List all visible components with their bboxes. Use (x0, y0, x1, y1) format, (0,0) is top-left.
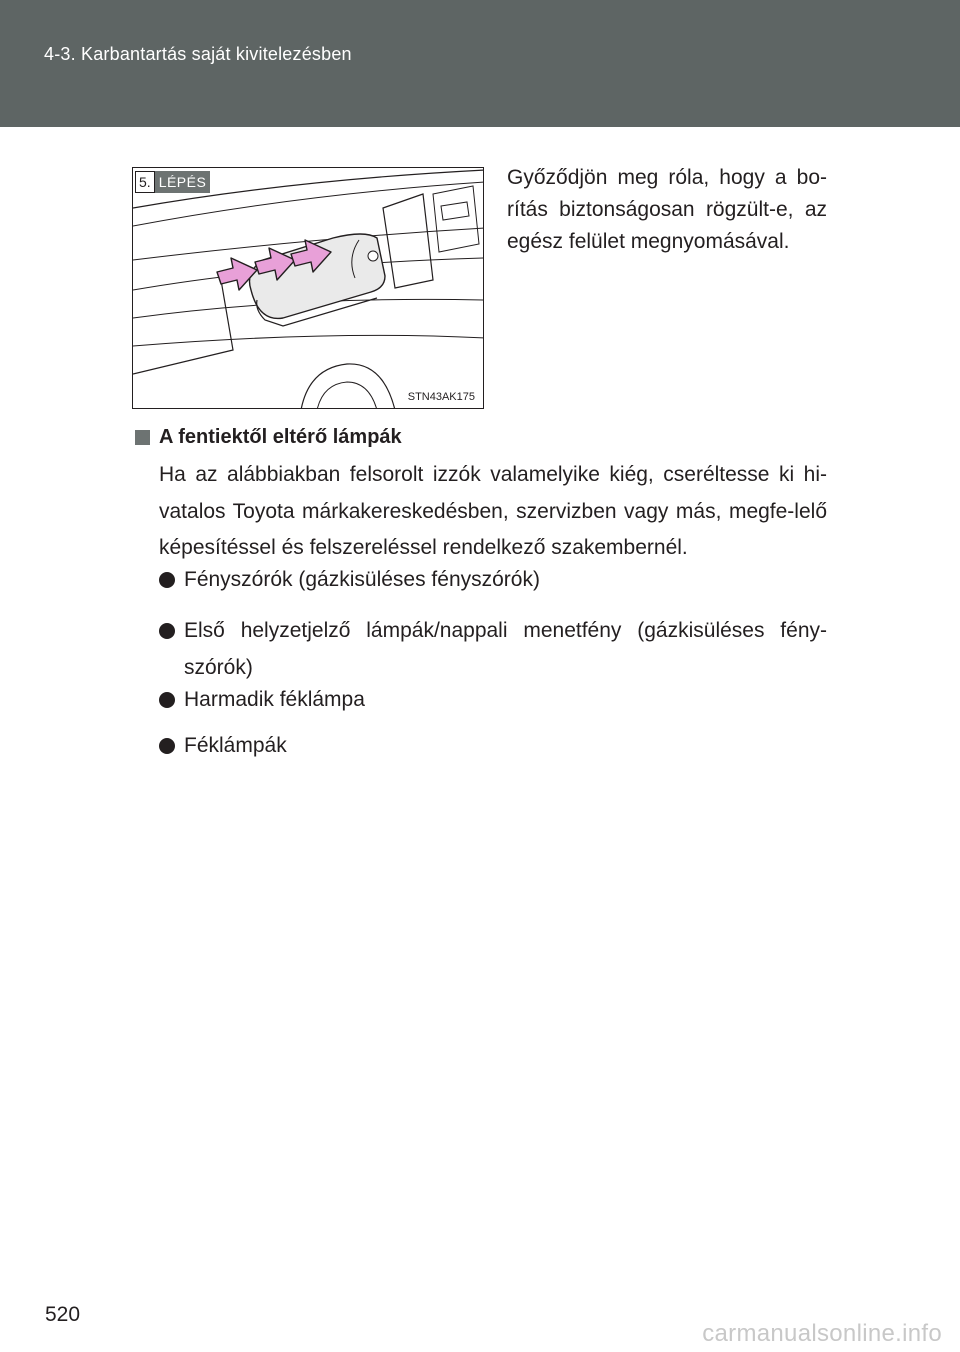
list-item: Fényszórók (gázkisüléses fényszórók) (159, 562, 827, 599)
step-instruction: Győződjön meg róla, hogy a bo-rítás biztonságosan rögzült-e, az egész felület megnyomásával. (507, 166, 827, 253)
section-body: Ha az alábbiakban felsorolt izzók valamelyike kiég, cseréltesse ki hi-vatalos Toyota márkakereskedésben, szervizben vagy más, megfe-lelő képesítéssel és felszereléssel rendelkező szakembernél. (159, 463, 827, 559)
list-item: Harmadik féklámpa (159, 682, 827, 719)
square-bullet-icon (135, 430, 150, 445)
figure-code: STN43AK175 (407, 391, 475, 403)
chapter-title: 4-3. Karbantartás saját kivitelezésben (44, 44, 352, 64)
license-plate-light-illustration (133, 168, 484, 409)
section-heading (135, 426, 402, 449)
circle-bullet-icon (159, 623, 175, 639)
chapter-header-bar (0, 0, 960, 127)
circle-bullet-icon (159, 572, 175, 588)
section-heading-text: A fentiektől eltérő lámpák (159, 426, 402, 448)
circle-bullet-icon (159, 692, 175, 708)
illustration-figure (132, 167, 484, 409)
step-number: 5. (135, 171, 155, 193)
list-item: Első helyzetjelző lámpák/nappali menetfény (gázkisüléses fény-szórók) (159, 613, 827, 686)
watermark: carmanualsonline.info (702, 1320, 942, 1347)
circle-bullet-icon (159, 738, 175, 754)
step-label: LÉPÉS (155, 171, 211, 193)
page-number: 520 (45, 1303, 81, 1326)
step-badge (135, 171, 210, 193)
list-item: Féklámpák (159, 728, 827, 765)
